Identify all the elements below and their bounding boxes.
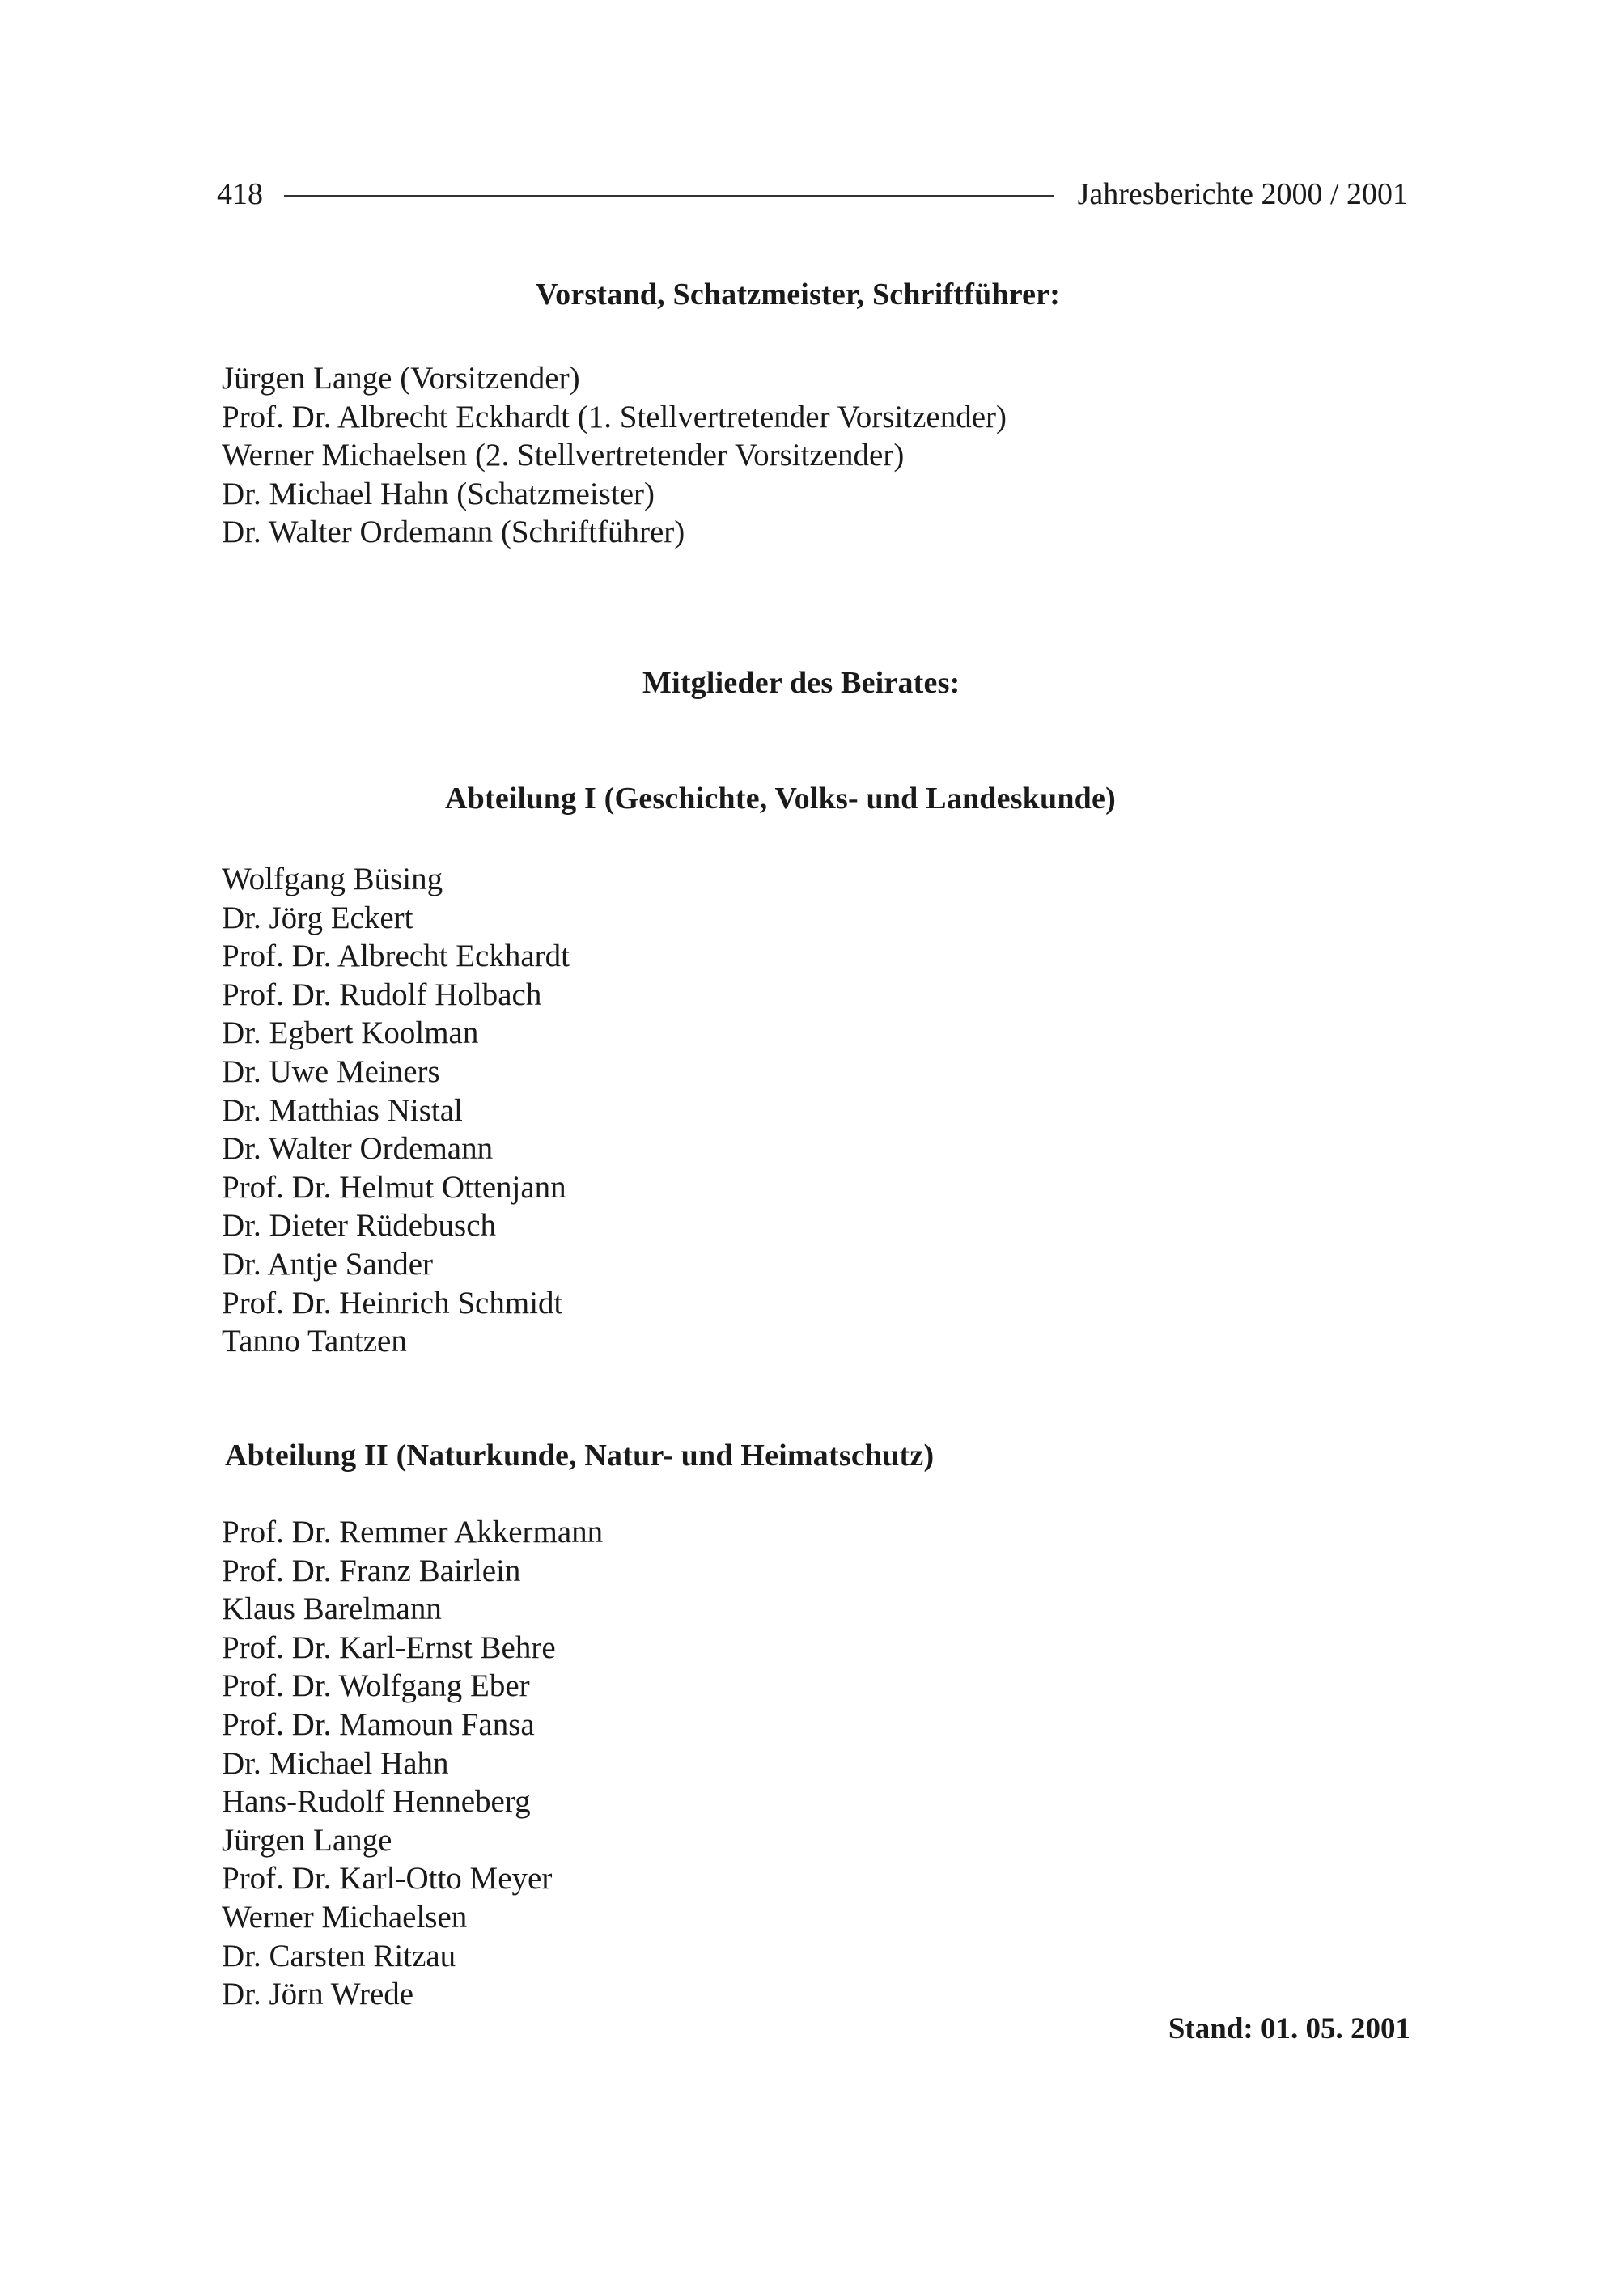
- list-item: Wolfgang Büsing: [222, 862, 443, 896]
- list-item: Prof. Dr. Albrecht Eckhardt: [222, 939, 570, 974]
- list-item: Dr. Michael Hahn: [222, 1745, 449, 1781]
- vorstand-heading: Vorstand, Schatzmeister, Schriftführer:: [536, 278, 1061, 312]
- list-item: Hans-Rudolf Henneberg: [222, 1784, 531, 1820]
- list-item: Prof. Dr. Rudolf Holbach: [222, 977, 542, 1012]
- list-item: Dr. Jörn Wrede: [222, 1977, 414, 2012]
- list-item: Dr. Michael Hahn (Schatzmeister): [222, 476, 655, 511]
- list-item: Prof. Dr. Franz Bairlein: [222, 1553, 521, 1588]
- abteilung1-heading: Abteilung I (Geschichte, Volks- und Landeskunde): [445, 782, 1116, 816]
- list-item: Prof. Dr. Helmut Ottenjann: [222, 1169, 566, 1205]
- list-item: Prof. Dr. Heinrich Schmidt: [222, 1285, 563, 1320]
- header-rule: [284, 195, 1054, 197]
- list-item: Dr. Egbert Koolman: [222, 1015, 479, 1051]
- list-item: Werner Michaelsen (2. Stellvertretender Vorsitzender): [222, 438, 905, 473]
- page-number: 418: [217, 177, 263, 211]
- list-item: Prof. Dr. Karl-Ernst Behre: [222, 1630, 556, 1665]
- beirat-heading: Mitglieder des Beirates:: [642, 666, 960, 700]
- list-item: Prof. Dr. Karl-Otto Meyer: [222, 1861, 553, 1897]
- list-item: Dr. Antje Sander: [222, 1246, 434, 1282]
- list-item: Dr. Jörg Eckert: [222, 900, 413, 935]
- list-item: Prof. Dr. Albrecht Eckhardt (1. Stellvertretender Vorsitzender): [222, 399, 1007, 434]
- list-item: Dr. Walter Ordemann: [222, 1131, 494, 1167]
- list-item: Jürgen Lange: [222, 1822, 392, 1858]
- abteilung2-heading: Abteilung II (Naturkunde, Natur- und Heimatschutz): [225, 1439, 935, 1473]
- list-item: Prof. Dr. Wolfgang Eber: [222, 1668, 530, 1704]
- list-item: Dr. Dieter Rüdebusch: [222, 1208, 497, 1244]
- journal-title: Jahresberichte 2000 / 2001: [1077, 177, 1408, 211]
- vorstand-list: [222, 359, 1007, 552]
- list-item: Klaus Barelmann: [222, 1592, 442, 1627]
- list-item: Jürgen Lange (Vorsitzender): [222, 361, 580, 396]
- running-header: [217, 172, 1408, 217]
- list-item: Dr. Uwe Meiners: [222, 1053, 440, 1089]
- abteilung2-list: [222, 1513, 603, 2014]
- list-item: Werner Michaelsen: [222, 1899, 468, 1935]
- list-item: Dr. Carsten Ritzau: [222, 1938, 456, 1973]
- list-item: Dr. Matthias Nistal: [222, 1092, 463, 1128]
- list-item: Tanno Tantzen: [222, 1324, 407, 1359]
- list-item: Dr. Walter Ordemann (Schriftführer): [222, 515, 685, 550]
- abteilung1-list: [222, 860, 570, 1361]
- list-item: Prof. Dr. Mamoun Fansa: [222, 1706, 535, 1742]
- stand-date: Stand: 01. 05. 2001: [1168, 2012, 1410, 2045]
- list-item: Prof. Dr. Remmer Akkermann: [222, 1515, 604, 1549]
